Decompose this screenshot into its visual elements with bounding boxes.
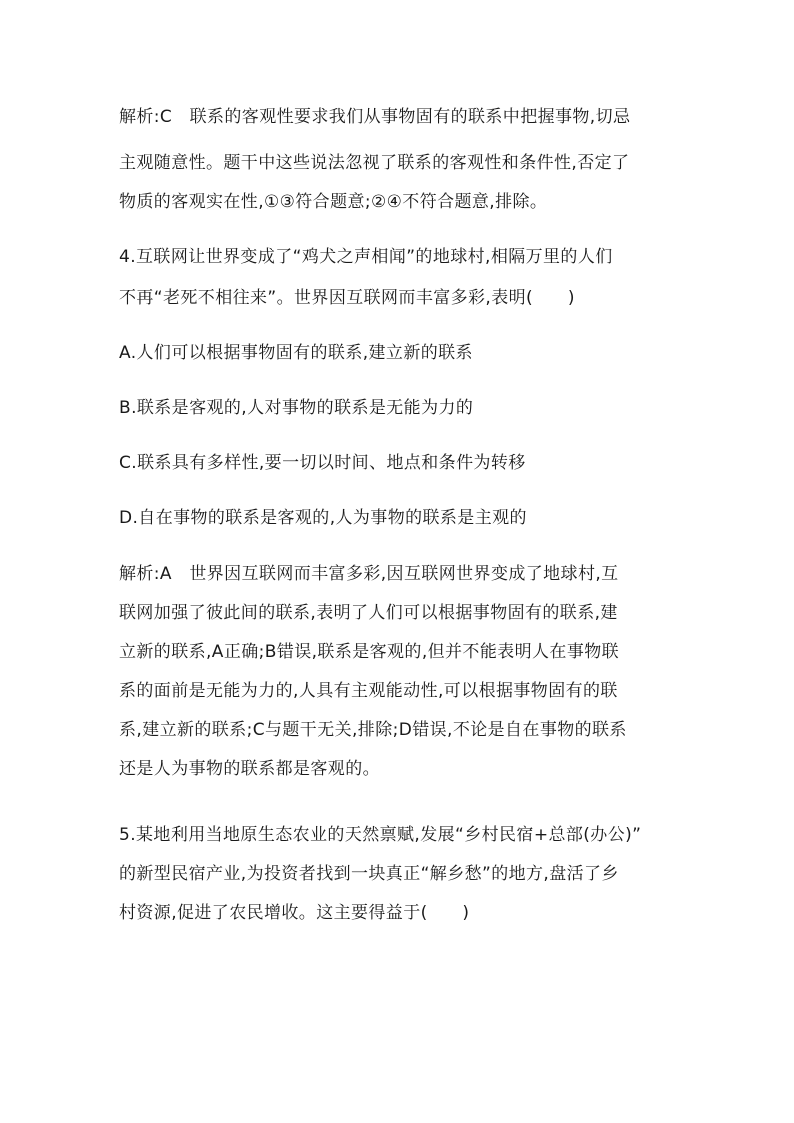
question-4-option-b: B.联系是客观的,人对事物的联系是无能为力的: [119, 398, 474, 418]
question-5-stem-line-1: 5.某地利用当地原生态农业的天然禀赋,发展“乡村民宿+总部(办公)”: [119, 825, 642, 845]
question-4-stem-line-2: 不再“老死不相往来”。世界因互联网而丰富多彩,表明( ): [119, 288, 575, 308]
analysis-4-line-4: 系的面前是无能为力的,人具有主观能动性,可以根据事物固有的联: [119, 681, 618, 701]
analysis-3-line-3: 物质的客观实在性,①③符合题意;②④不符合题意,排除。: [119, 192, 548, 212]
analysis-4-line-6: 还是人为事物的联系都是客观的。: [119, 759, 380, 779]
analysis-4-line-2: 联网加强了彼此间的联系,表明了人们可以根据事物固有的联系,建: [119, 603, 618, 623]
question-5-stem-line-3: 村资源,促进了农民增收。这主要得益于( ): [119, 903, 470, 923]
analysis-3-line-2: 主观随意性。题干中这些说法忽视了联系的客观性和条件性,否定了: [119, 153, 630, 173]
analysis-4-line-1: 解析:A 世界因互联网而丰富多彩,因互联网世界变成了地球村,互: [119, 564, 619, 584]
question-4-option-a: A.人们可以根据事物固有的联系,建立新的联系: [119, 343, 473, 363]
analysis-4-line-5: 系,建立新的联系;C与题干无关,排除;D错误,不论是自在事物的联系: [119, 720, 627, 740]
question-4-stem-line-1: 4.互联网让世界变成了“鸡犬之声相闻”的地球村,相隔万里的人们: [119, 247, 613, 267]
analysis-4-line-3: 立新的联系,A正确;B错误,联系是客观的,但并不能表明人在事物联: [119, 642, 620, 662]
question-5-stem-line-2: 的新型民宿产业,为投资者找到一块真正“解乡愁”的地方,盘活了乡: [119, 864, 619, 884]
question-4-option-d: D.自在事物的联系是客观的,人为事物的联系是主观的: [119, 508, 527, 528]
question-4-option-c: C.联系具有多样性,要一切以时间、地点和条件为转移: [119, 453, 526, 473]
analysis-3-line-1: 解析:C 联系的客观性要求我们从事物固有的联系中把握事物,切忌: [119, 107, 631, 127]
